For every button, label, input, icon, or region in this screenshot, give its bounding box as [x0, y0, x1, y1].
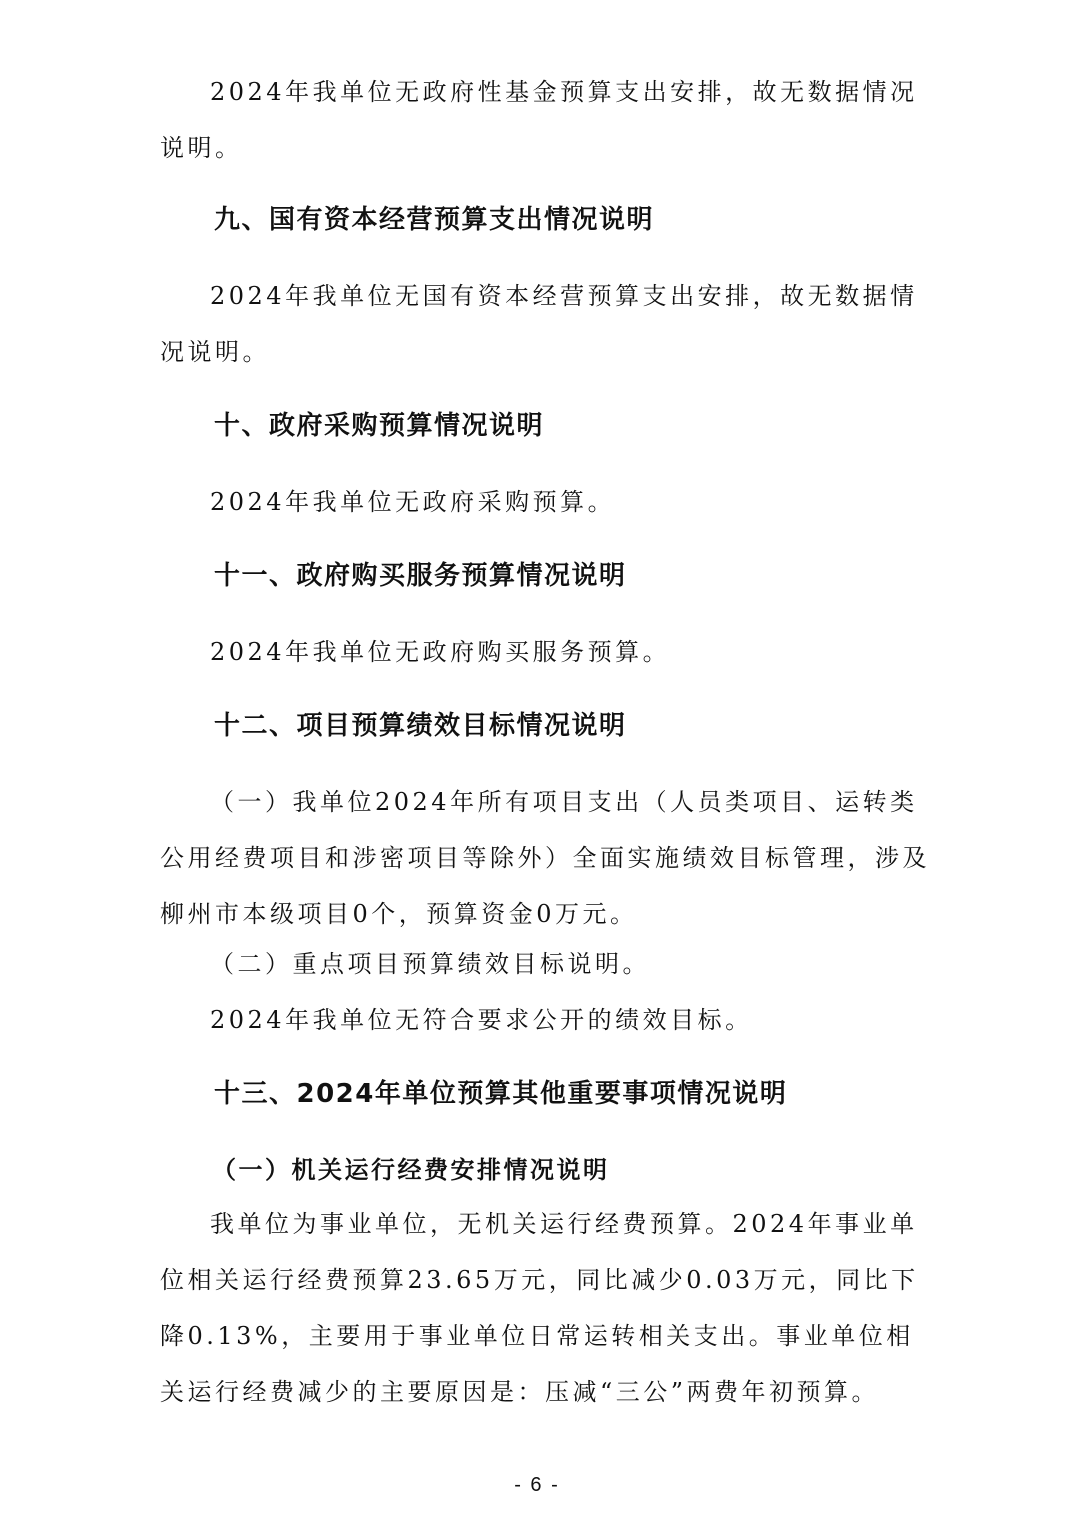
paragraph-text: 2024年我单位无符合要求公开的绩效目标。	[210, 1006, 753, 1034]
section-heading-10	[0, 406, 1074, 446]
paragraph-key-project-goals	[0, 944, 1074, 984]
paragraph-text: （二）重点项目预算绩效目标说明。	[210, 950, 650, 978]
paragraph-text: （一）我单位2024年所有项目支出（人员类项目、运转类公用经费项目和涉密项目等除外）全面实施绩效目标管理，涉及柳州市本级项目0个，预算资金0万元。	[160, 788, 930, 928]
section-heading-12	[0, 706, 1074, 746]
heading-text: 九、国有资本经营预算支出情况说明	[214, 205, 655, 235]
paragraph-operating-funds	[0, 1196, 1074, 1420]
section-heading-13	[0, 1074, 1074, 1114]
paragraph-purchase-services	[0, 632, 1074, 672]
section-heading-11	[0, 556, 1074, 596]
paragraph-text: 2024年我单位无政府采购预算。	[210, 488, 616, 516]
subsection-heading-operating-funds	[0, 1150, 1074, 1190]
paragraph-performance-management	[0, 774, 1074, 942]
paragraph-no-public-goals	[0, 1000, 1074, 1040]
paragraph-text: 2024年我单位无政府性基金预算支出安排，故无数据情况说明。	[160, 78, 918, 162]
paragraph-text: 我单位为事业单位，无机关运行经费预算。2024年事业单位相关运行经费预算23.65万元，同比减少0.03万元，同比下降0.13%，主要用于事业单位日常运转相关支出。事业单位相关运行经费减少的主要原因是：压减“三公”两费年初预算。	[160, 1210, 919, 1406]
paragraph-state-capital	[0, 268, 1074, 380]
heading-text: 十一、政府购买服务预算情况说明	[214, 561, 627, 591]
paragraph-text: 2024年我单位无政府购买服务预算。	[210, 638, 671, 666]
paragraph-text: 2024年我单位无国有资本经营预算支出安排，故无数据情况说明。	[160, 282, 918, 366]
subheading-text: （一）机关运行经费安排情况说明	[212, 1155, 610, 1184]
paragraph-government-fund	[0, 64, 1074, 176]
section-heading-9	[0, 200, 1074, 240]
heading-text: 十、政府采购预算情况说明	[214, 411, 545, 441]
heading-text: 十三、2024年单位预算其他重要事项情况说明	[214, 1079, 788, 1109]
paragraph-procurement	[0, 482, 1074, 522]
heading-text: 十二、项目预算绩效目标情况说明	[214, 711, 627, 741]
page-number: - 6 -	[514, 1474, 560, 1496]
